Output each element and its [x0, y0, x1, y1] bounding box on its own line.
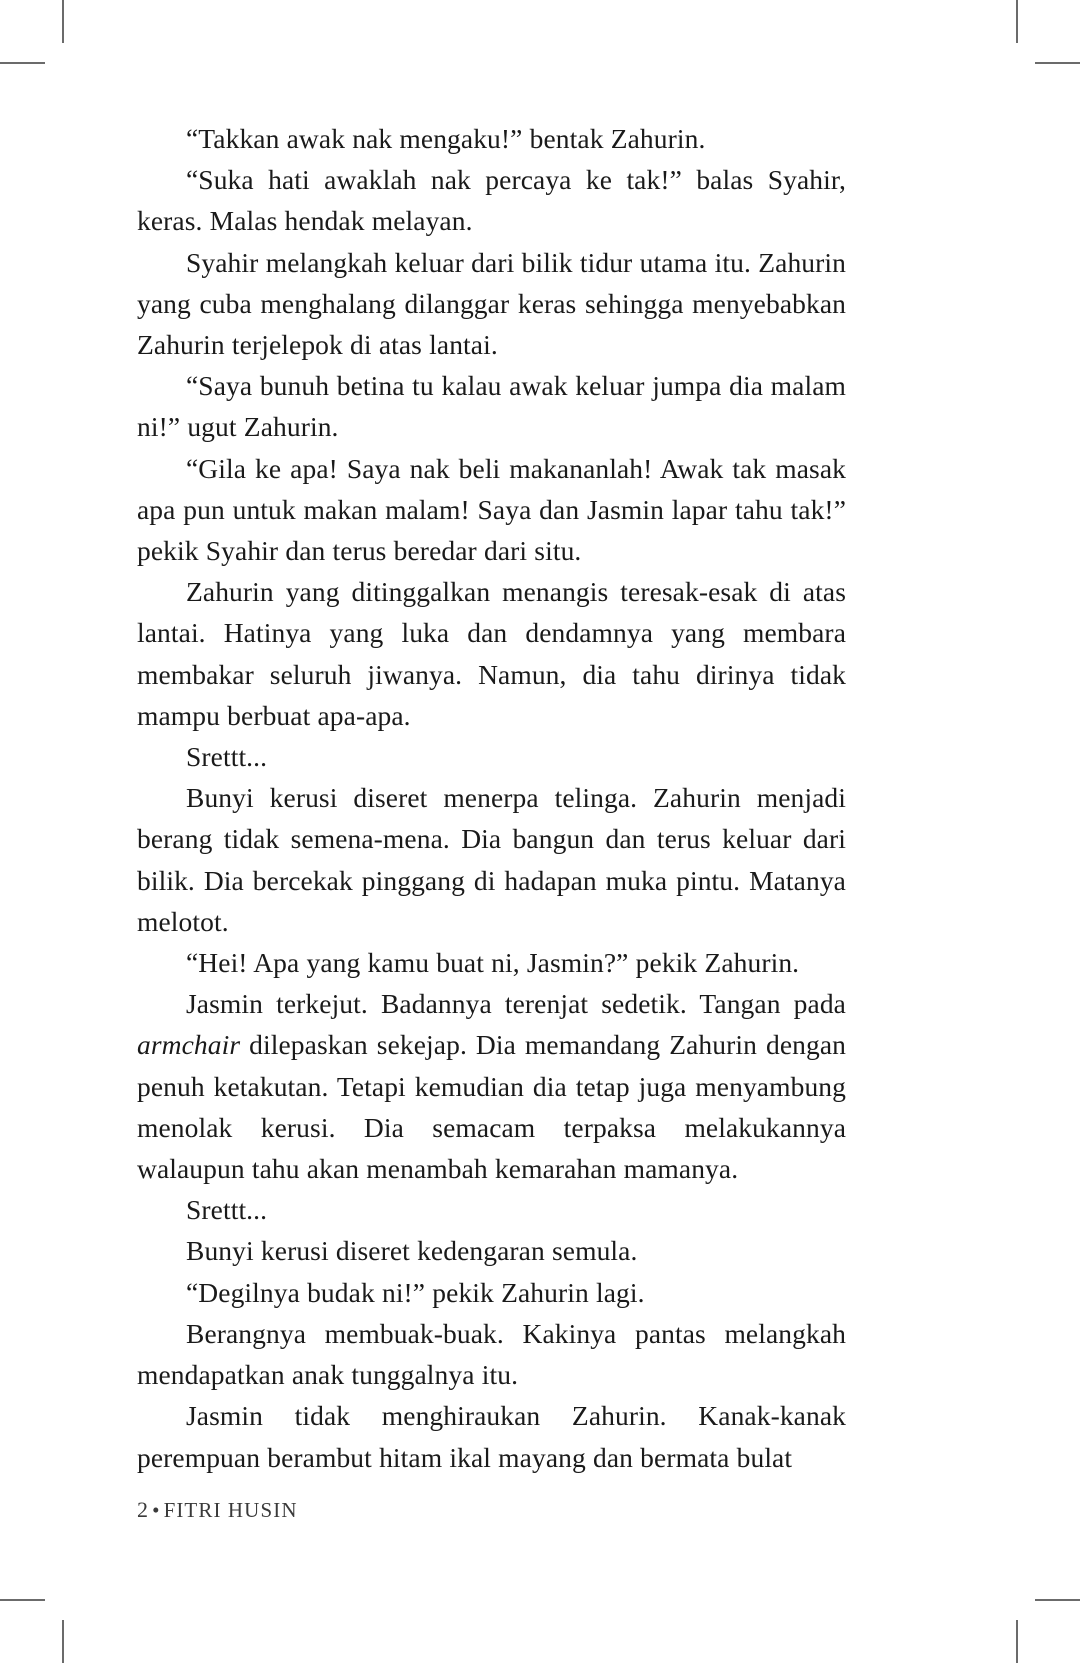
paragraph: “Hei! Apa yang kamu buat ni, Jasmin?” pekik Zahurin. [186, 947, 800, 979]
paragraph: Bunyi kerusi diseret kedengaran semula. [186, 1235, 638, 1267]
crop-mark-bottom-right-horizontal [1035, 1599, 1080, 1601]
paragraph: Srettt... [186, 741, 268, 773]
paragraph-text-segment: Jasmin terkejut. Badannya terenjat sedetik. Tangan pada [186, 988, 846, 1020]
paragraph [137, 983, 846, 1189]
crop-mark-top-left-horizontal [0, 62, 45, 64]
paragraph: “Degilnya budak ni!” pekik Zahurin lagi. [186, 1276, 645, 1308]
author-name: FITRI HUSIN [163, 1498, 298, 1522]
crop-mark-top-right-vertical [1016, 0, 1018, 43]
paragraph: “Saya bunuh betina tu kalau awak keluar jumpa dia malam ni!” ugut Zahurin. [137, 370, 846, 443]
paragraph: Bunyi kerusi diseret menerpa telinga. Zahurin menjadi berang tidak semena-mena. Dia bangun dan terus keluar dari bilik. Dia bercekak pinggang di hadapan muka pintu. Matanya melotot. [137, 782, 846, 937]
paragraph: “Takkan awak nak mengaku!” bentak Zahurin. [186, 123, 706, 154]
paragraph: Zahurin yang ditinggalkan menangis teresak-esak di atas lantai. Hatinya yang luka dan dendamnya yang membara membakar seluruh jiwanya. Namun, dia tahu dirinya tidak mampu berbuat apa-apa. [137, 576, 846, 731]
crop-mark-top-left-vertical [62, 0, 64, 43]
page-number: 2 [137, 1497, 150, 1522]
crop-mark-bottom-left-horizontal [0, 1599, 45, 1601]
footer-separator-bullet: • [152, 1498, 161, 1522]
paragraph-text-segment: dilepaskan sekejap. Dia memandang Zahurin dengan penuh ketakutan. Tetapi kemudian dia tetap juga menyambung menolak kerusi. Dia semacam terpaksa melakukannya walaupun tahu akan menambah kemarahan mamanya. [137, 1029, 846, 1185]
paragraph: Berangnya membuak-buak. Kakinya pantas melangkah mendapatkan anak tunggalnya itu. [137, 1317, 846, 1391]
crop-mark-top-right-horizontal [1035, 62, 1080, 64]
body-text-block [137, 118, 846, 1478]
paragraph: Srettt... [186, 1194, 268, 1226]
italic-loanword: armchair [137, 1029, 241, 1061]
running-footer [137, 1497, 298, 1523]
paragraph: “Suka hati awaklah nak percaya ke tak!” balas Syahir, keras. Malas hendak melayan. [137, 164, 846, 237]
paragraph: Jasmin tidak menghiraukan Zahurin. Kanak-kanak perempuan berambut hitam ikal mayang dan bermata bulat [137, 1400, 846, 1473]
crop-mark-bottom-right-vertical [1016, 1620, 1018, 1663]
paragraph: Syahir melangkah keluar dari bilik tidur utama itu. Zahurin yang cuba menghalang dilanggar keras sehingga menyebabkan Zahurin terjelepok di atas lantai. [137, 246, 846, 361]
crop-mark-bottom-left-vertical [62, 1620, 64, 1663]
paragraph: “Gila ke apa! Saya nak beli makananlah! Awak tak masak apa pun untuk makan malam! Saya dan Jasmin lapar tahu tak!” pekik Syahir dan terus beredar dari situ. [137, 452, 846, 567]
